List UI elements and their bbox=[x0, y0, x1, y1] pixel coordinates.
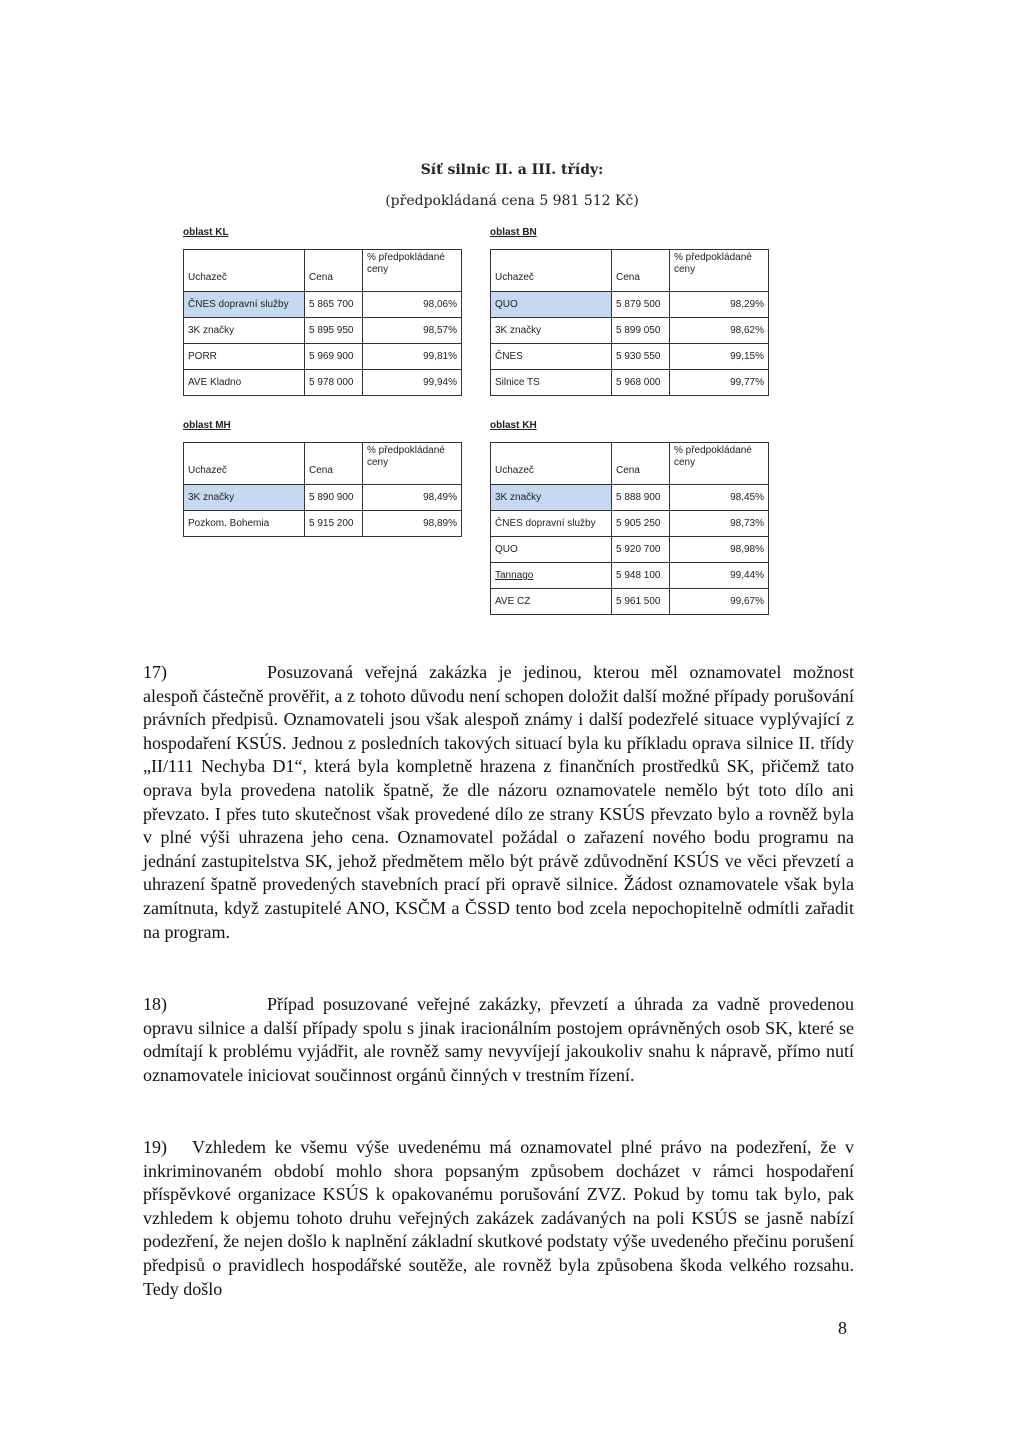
column-header-bidder: Uchazeč bbox=[184, 250, 305, 292]
price-cell: 5 968 000 bbox=[612, 370, 670, 396]
paragraph-19 bbox=[143, 1136, 854, 1301]
percent-cell: 99,77% bbox=[670, 370, 769, 396]
bidder-cell: Silnice TS bbox=[491, 370, 612, 396]
bidder-cell: 3K značky bbox=[184, 485, 305, 511]
percent-cell: 99,67% bbox=[670, 589, 769, 615]
table-row bbox=[491, 537, 769, 563]
price-cell: 5 961 500 bbox=[612, 589, 670, 615]
price-cell: 5 879 500 bbox=[612, 292, 670, 318]
paragraph-number: 19) bbox=[143, 1137, 167, 1157]
section-subtitle: (předpokládaná cena 5 981 512 Kč) bbox=[385, 193, 639, 209]
percent-cell: 98,57% bbox=[363, 318, 462, 344]
column-header-percent-line1: % předpokládané bbox=[674, 445, 752, 456]
column-header-percent-line2: ceny bbox=[674, 264, 696, 275]
table-row bbox=[184, 511, 462, 537]
column-header-percent bbox=[670, 250, 769, 292]
bid-table bbox=[183, 249, 462, 396]
price-cell: 5 888 900 bbox=[612, 485, 670, 511]
price-cell: 5 978 000 bbox=[305, 370, 363, 396]
region-label: oblast BN bbox=[490, 227, 537, 238]
paragraph-text: Vzhledem ke všemu výše uvedenému má oznamovatel plné právo na podezření, že v inkriminovaném období mohlo shora popsaným způsobem docházet v rámci hospodaření příspěvkové organizace KSÚS k opakovanému porušování ZVZ. Pokud by tomu tak bylo, pak vzhledem k objemu tohoto druhu veřejných zakázek zadávaných na poli KSÚS se jasně nabízí podezření, že nejen došlo k naplnění základní skutkové podstaty výše uvedeného přečinu porušení předpisů o pravidlech hospodářské soutěže, ale rovněž byla způsobena škoda velkého rozsahu. Tedy došlo bbox=[143, 1137, 854, 1299]
bidder-cell: QUO bbox=[491, 537, 612, 563]
bidder-cell: ČNES dopravní služby bbox=[184, 292, 305, 318]
price-cell: 5 948 100 bbox=[612, 563, 670, 589]
price-cell: 5 899 050 bbox=[612, 318, 670, 344]
region-label: oblast KL bbox=[183, 227, 229, 238]
bid-table bbox=[490, 249, 769, 396]
price-cell: 5 920 700 bbox=[612, 537, 670, 563]
bidder-cell: AVE Kladno bbox=[184, 370, 305, 396]
percent-cell: 98,06% bbox=[363, 292, 462, 318]
table-row bbox=[491, 511, 769, 537]
bidder-cell: QUO bbox=[491, 292, 612, 318]
paragraph-number: 18) bbox=[143, 994, 167, 1014]
bidder-cell: ČNES bbox=[491, 344, 612, 370]
paragraph-number: 17) bbox=[143, 662, 167, 682]
paragraph-17 bbox=[143, 661, 854, 944]
column-header-price: Cena bbox=[305, 250, 363, 292]
table-row bbox=[491, 370, 769, 396]
column-header-percent-line2: ceny bbox=[367, 457, 389, 468]
table-row bbox=[491, 589, 769, 615]
column-header-percent-line1: % předpokládané bbox=[674, 252, 752, 263]
price-cell: 5 969 900 bbox=[305, 344, 363, 370]
price-cell: 5 905 250 bbox=[612, 511, 670, 537]
bidder-cell: AVE CZ bbox=[491, 589, 612, 615]
percent-cell: 99,94% bbox=[363, 370, 462, 396]
bidder-cell: PORR bbox=[184, 344, 305, 370]
column-header-percent-line1: % předpokládané bbox=[367, 445, 445, 456]
price-cell: 5 915 200 bbox=[305, 511, 363, 537]
table-header-row bbox=[491, 250, 769, 292]
table-row bbox=[184, 485, 462, 511]
column-header-bidder: Uchazeč bbox=[491, 250, 612, 292]
column-header-percent bbox=[363, 250, 462, 292]
bidder-cell: 3K značky bbox=[491, 485, 612, 511]
table-row bbox=[184, 292, 462, 318]
column-header-price: Cena bbox=[612, 443, 670, 485]
percent-cell: 98,29% bbox=[670, 292, 769, 318]
table-row bbox=[491, 563, 769, 589]
percent-cell: 98,73% bbox=[670, 511, 769, 537]
table-row bbox=[491, 318, 769, 344]
column-header-percent bbox=[670, 443, 769, 485]
table-header-row bbox=[491, 443, 769, 485]
column-header-price: Cena bbox=[612, 250, 670, 292]
price-cell: 5 930 550 bbox=[612, 344, 670, 370]
page-number: 8 bbox=[838, 1318, 847, 1338]
region-label: oblast MH bbox=[183, 420, 231, 431]
column-header-percent-line2: ceny bbox=[674, 457, 696, 468]
column-header-percent-line1: % předpokládané bbox=[367, 252, 445, 263]
bid-table bbox=[183, 442, 462, 537]
percent-cell: 98,89% bbox=[363, 511, 462, 537]
table-row bbox=[491, 485, 769, 511]
column-header-percent-line2: ceny bbox=[367, 264, 389, 275]
column-header-bidder: Uchazeč bbox=[491, 443, 612, 485]
bidder-cell: 3K značky bbox=[184, 318, 305, 344]
price-cell: 5 890 900 bbox=[305, 485, 363, 511]
table-row bbox=[491, 344, 769, 370]
paragraph-text: Případ posuzované veřejné zakázky, převzetí a úhrada za vadně provedenou opravu silnice a další případy spolu s jinak iracionálním postojem oprávněných osob SK, které se odmítají k problému vyjádřit, ale rovněž samy nevyvíjejí jakoukoliv snahu k nápravě, přímo nutí oznamovatele iniciovat součinnost orgánů činných v trestním řízení. bbox=[143, 994, 854, 1085]
bid-table bbox=[490, 442, 769, 615]
bidder-cell: 3K značky bbox=[491, 318, 612, 344]
column-header-bidder: Uchazeč bbox=[184, 443, 305, 485]
bidder-cell: Tannago bbox=[491, 563, 612, 589]
table-row bbox=[184, 318, 462, 344]
section-title: Síť silnic II. a III. třídy: bbox=[420, 162, 604, 178]
table-header-row bbox=[184, 250, 462, 292]
price-cell: 5 865 700 bbox=[305, 292, 363, 318]
paragraph-18 bbox=[143, 993, 854, 1087]
bidder-cell: Pozkom. Bohemia bbox=[184, 511, 305, 537]
percent-cell: 98,62% bbox=[670, 318, 769, 344]
percent-cell: 98,45% bbox=[670, 485, 769, 511]
region-label: oblast KH bbox=[490, 420, 537, 431]
percent-cell: 99,15% bbox=[670, 344, 769, 370]
column-header-percent bbox=[363, 443, 462, 485]
percent-cell: 98,98% bbox=[670, 537, 769, 563]
percent-cell: 99,81% bbox=[363, 344, 462, 370]
percent-cell: 98,49% bbox=[363, 485, 462, 511]
table-row bbox=[491, 292, 769, 318]
column-header-price: Cena bbox=[305, 443, 363, 485]
paragraph-text: Posuzovaná veřejná zakázka je jedinou, kterou měl oznamovatel možnost alespoň částečně prověřit, a z tohoto důvodu není schopen doložit další možné případy porušování právních předpisů. Oznamovateli jsou však alespoň známy i další podezřelé situace vyplývající z hospodaření KSÚS. Jednou z posledních takových situací byla ku příkladu oprava silnice II. třídy „II/111 Nechyba D1“, která byla kompletně hrazena z finančních prostředků SK, přičemž tato oprava byla provedena natolik špatně, že dle názoru oznamovatele nemělo být toto dílo ani převzato. I přes tuto skutečnost však provedené dílo ze strany KSÚS převzato bylo a rovněž byla v plné výši uhrazena jeho cena. Oznamovatel požádal o zařazení nového bodu programu na jednání zastupitelstva SK, jehož předmětem mělo být právě zdůvodnění KSÚS ve věci převzetí a uhrazení špatně provedených stavebních prací při opravě silnice. Žádost oznamovatele však byla zamítnuta, když zastupitelé ANO, KSČM a ČSSD tento bod zcela nepochopitelně odmítli zařadit na program. bbox=[143, 662, 854, 942]
bidder-cell: ČNES dopravní služby bbox=[491, 511, 612, 537]
price-cell: 5 895 950 bbox=[305, 318, 363, 344]
percent-cell: 99,44% bbox=[670, 563, 769, 589]
table-row bbox=[184, 344, 462, 370]
table-header-row bbox=[184, 443, 462, 485]
table-row bbox=[184, 370, 462, 396]
